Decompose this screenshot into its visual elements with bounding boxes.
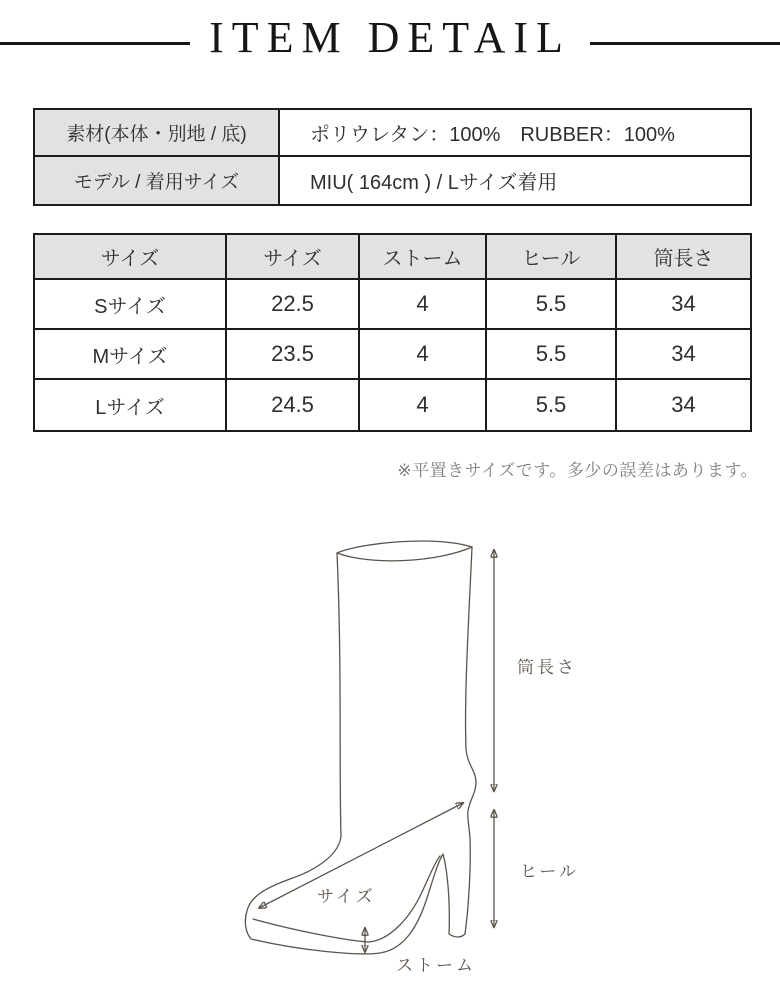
size-row-l-size: 24.5 bbox=[227, 380, 360, 430]
size-col-header: ストーム bbox=[360, 235, 487, 280]
size-row-s-label: Sサイズ bbox=[35, 280, 227, 330]
size-col-header: 筒長さ bbox=[617, 235, 750, 280]
size-col-header: サイズ bbox=[35, 235, 227, 280]
size-row-m-heel: 5.5 bbox=[487, 330, 617, 380]
size-row-m-label: Mサイズ bbox=[35, 330, 227, 380]
spec-table bbox=[33, 108, 752, 206]
spec-value-material: ポリウレタン：100% RUBBER：100% bbox=[280, 110, 750, 157]
heel-height-label: ヒール bbox=[520, 862, 579, 881]
measurement-note: ※平置きサイズです。多少の誤差はあります。 bbox=[397, 461, 758, 480]
boot-opening-rim bbox=[337, 547, 472, 561]
size-col-header: ヒール bbox=[487, 235, 617, 280]
size-row-l-label: Lサイズ bbox=[35, 380, 227, 430]
size-row-m-storm: 4 bbox=[360, 330, 487, 380]
spec-label-material: 素材(本体・別地 / 底) bbox=[35, 110, 280, 157]
size-table bbox=[33, 233, 752, 432]
size-row-m-shaft: 34 bbox=[617, 330, 750, 380]
size-row-l-storm: 4 bbox=[360, 380, 487, 430]
boot-diagram bbox=[210, 520, 600, 980]
size-row-l-heel: 5.5 bbox=[487, 380, 617, 430]
shaft-height-label: 筒長さ bbox=[517, 658, 577, 677]
header-rule-right bbox=[590, 42, 780, 45]
size-row-s-heel: 5.5 bbox=[487, 280, 617, 330]
size-col-header: サイズ bbox=[227, 235, 360, 280]
size-row-s-storm: 4 bbox=[360, 280, 487, 330]
foot-size-label: サイズ bbox=[317, 887, 376, 906]
size-row-l-shaft: 34 bbox=[617, 380, 750, 430]
size-row-m-size: 23.5 bbox=[227, 330, 360, 380]
boot-opening-top bbox=[337, 541, 472, 553]
page-title: ITEM DETAIL bbox=[209, 13, 571, 62]
spec-label-model: モデル / 着用サイズ bbox=[35, 157, 280, 204]
spec-value-model: MIU( 164cm ) / Lサイズ着用 bbox=[280, 157, 750, 204]
size-row-s-shaft: 34 bbox=[617, 280, 750, 330]
storm-height-label: ストーム bbox=[396, 956, 476, 975]
size-row-s-size: 22.5 bbox=[227, 280, 360, 330]
